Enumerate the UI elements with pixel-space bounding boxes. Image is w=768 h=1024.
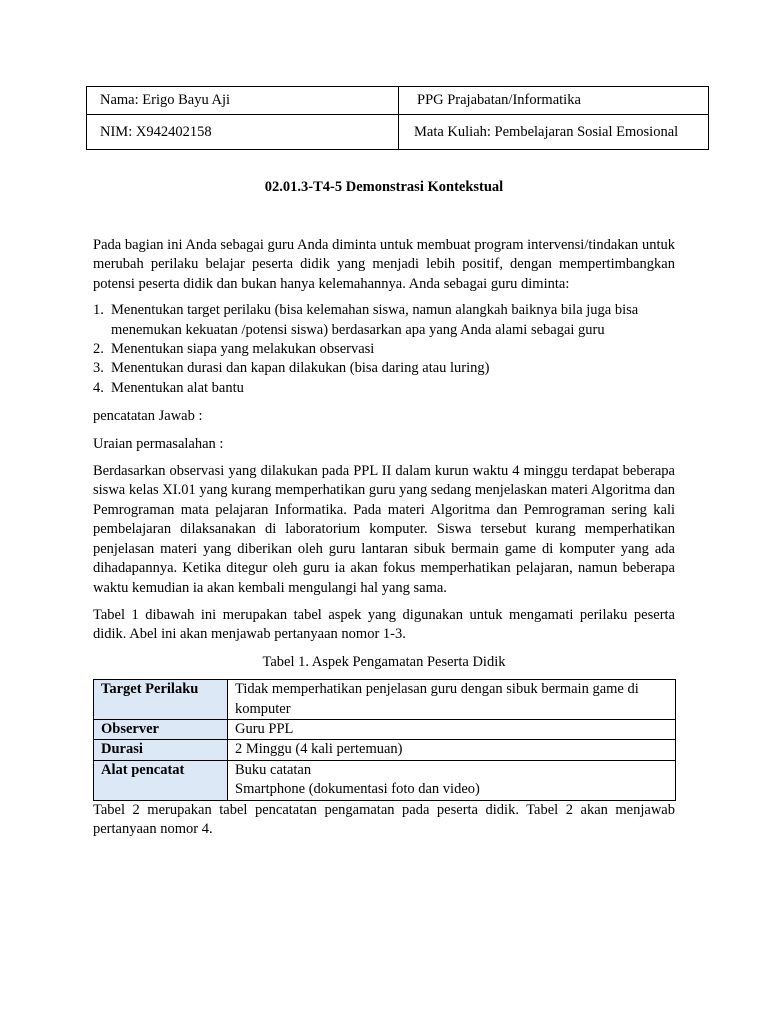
observer-label: Observer	[94, 719, 228, 739]
durasi-label: Durasi	[94, 740, 228, 760]
problem-label: Uraian permasalahan :	[93, 435, 224, 452]
table-row	[94, 740, 676, 760]
document-title: 02.01.3-T4-5 Demonstrasi Kontekstual	[264, 179, 504, 195]
target-value: Tidak memperhatikan penjelasan guru dengan sibuk bermain game di komputer	[228, 680, 676, 720]
alat-value-1: Buku catatan	[235, 761, 312, 778]
table-row	[94, 680, 676, 720]
task-item: 1. Menentukan target perilaku (bisa kelemahan siswa, namun alangkah baiknya bila juga bisa menemukan kekuatan /potensi siswa) berdasarkan apa yang Anda alami sebagai guru	[93, 302, 639, 338]
alat-value-2: Smartphone (dokumentasi foto dan video)	[235, 781, 480, 798]
alat-value	[228, 760, 676, 800]
alat-label: Alat pencatat	[94, 760, 228, 800]
table1-caption: Tabel 1. Aspek Pengamatan Peserta Didik	[262, 653, 506, 670]
answer-label: pencatatan Jawab :	[93, 408, 203, 425]
program-name: PPG Prajabatan/Informatika	[399, 87, 709, 115]
problem-paragraph: Berdasarkan observasi yang dilakukan pada PPL II dalam kurun waktu 4 minggu terdapat beberapa siswa kelas XI.01 yang kurang memperhatikan guru yang sedang menjelaskan materi Algoritma dan Pemrograman mata pelajaran Informatika. Pada materi Algoritma dan Pemrograman sering kali pembelajaran dilaksanakan di laboratorium komputer. Siswa tersebut kurang memperhatikan penjelasan materi yang diberikan oleh guru lantaran sibuk bermain game di komputer yang ada dihadapannya. Ketika ditegur oleh guru ia akan fokus memperhatikan pelajaran, namun beberapa waktu kemudian ia akan kembali mengulangi hal yang sama.	[93, 463, 675, 596]
task-item: 2. Menentukan siapa yang melakukan observasi	[93, 341, 375, 358]
table1-intro: Tabel 1 dibawah ini merupakan tabel aspek yang digunakan untuk mengamati perilaku peserta didik. Abel ini akan menjawab pertanyaan nomor 1-3.	[93, 606, 675, 643]
observer-value: Guru PPL	[228, 719, 676, 739]
table2-intro: Tabel 2 merupakan tabel pencatatan pengamatan pada peserta didik. Tabel 2 akan menjawab pertanyaan nomor 4.	[93, 801, 675, 837]
table-row	[94, 760, 676, 800]
identity-table	[86, 86, 709, 150]
durasi-value: 2 Minggu (4 kali pertemuan)	[228, 740, 676, 760]
target-label: Target Perilaku	[94, 680, 228, 720]
student-nim: NIM: X942402158	[87, 115, 399, 150]
task-item: 4. Menentukan alat bantu	[93, 379, 244, 396]
table-row	[94, 719, 676, 739]
intro-paragraph: Pada bagian ini Anda sebagai guru Anda diminta untuk membuat program intervensi/tindakan untuk merubah perilaku belajar peserta didik yang menjadi lebih positif, dengan mempertimbangkan potensi peserta didik dan bukan hanya kelemahannya. Anda sebagai guru diminta:	[93, 237, 675, 292]
course-name: Mata Kuliah: Pembelajaran Sosial Emosional	[399, 115, 709, 150]
task-item: 3. Menentukan durasi dan kapan dilakukan (bisa daring atau luring)	[93, 360, 490, 377]
student-name: Nama: Erigo Bayu Aji	[87, 87, 399, 115]
aspect-table	[93, 679, 676, 800]
document-body	[93, 236, 675, 839]
task-list	[93, 301, 675, 398]
